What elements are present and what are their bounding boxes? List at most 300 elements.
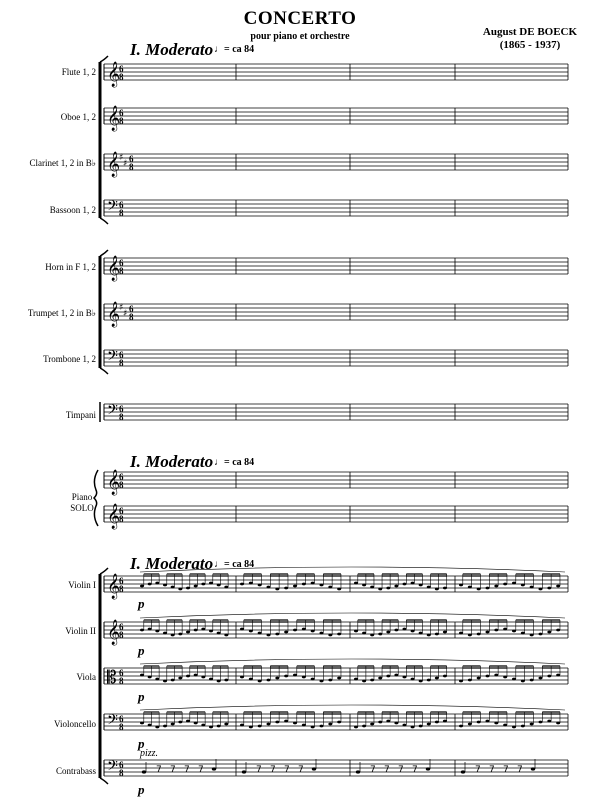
note-head: [378, 588, 382, 591]
time-sig-denominator: 8: [119, 480, 124, 490]
instrument-name-trombone: Trombone 1, 2: [43, 354, 96, 364]
note-head: [328, 723, 332, 726]
pizz-marking: pizz.: [140, 748, 159, 759]
note-head: [140, 722, 144, 725]
note-head: [362, 725, 366, 728]
note-head: [320, 584, 324, 587]
note-head: [178, 633, 182, 636]
treble-clef: 𝄞: [107, 620, 121, 645]
note-head: [267, 723, 271, 726]
instrument-name-contrabass: Contrabass: [56, 766, 96, 776]
note-head: [378, 677, 382, 680]
note-head: [163, 584, 167, 587]
time-sig-denominator: 8: [119, 630, 124, 640]
slur: [140, 567, 565, 572]
dynamic-violoncello: p: [138, 736, 145, 751]
note-head: [370, 634, 374, 637]
instrument-name-violin-2: Violin II: [65, 626, 96, 636]
note-head: [512, 630, 516, 633]
eighth-rest: 7: [489, 765, 495, 775]
note-head: [477, 677, 481, 680]
note-head: [459, 725, 463, 728]
note-head: [547, 720, 551, 723]
note-head: [494, 585, 498, 588]
note-head: [155, 678, 159, 681]
note-head: [386, 720, 390, 723]
slur: [140, 705, 565, 710]
metronome-text: = ca 84: [224, 559, 255, 570]
string-figures: [140, 567, 565, 775]
note-head: [494, 629, 498, 632]
note-head: [163, 632, 167, 635]
note-head: [275, 721, 279, 724]
note-head: [503, 724, 507, 727]
note-head: [403, 676, 407, 679]
note-head: [267, 586, 271, 589]
note-head: [178, 588, 182, 591]
staff: [104, 105, 568, 131]
tempo-marking-piano: I. Moderato: [130, 452, 214, 471]
instrument-name-piano: Piano SOLO: [70, 492, 94, 513]
alto-clef: 𝄡: [107, 668, 117, 688]
note-head: [328, 634, 332, 637]
note-head: [403, 628, 407, 631]
note-head: [354, 582, 358, 585]
time-sig-numerator: 6: [119, 576, 124, 586]
note-head: [311, 678, 315, 681]
note-head: [155, 726, 159, 729]
time-sig-numerator: 6: [119, 622, 124, 632]
bass-clef: 𝄢: [107, 402, 118, 422]
metronome-piano: ♩= ca 84: [214, 457, 255, 468]
time-sig-numerator: 6: [119, 404, 124, 414]
note-head: [386, 675, 390, 678]
eighth-rest: 7: [198, 765, 204, 775]
note-head: [547, 675, 551, 678]
note-head: [443, 720, 447, 723]
note-head: [435, 633, 439, 636]
note-head: [427, 679, 431, 682]
note-head: [209, 678, 213, 681]
note-head: [186, 587, 190, 590]
note-head: [477, 588, 481, 591]
note-head: [468, 586, 472, 589]
eighth-rest: 7: [184, 765, 190, 775]
staff: [104, 151, 568, 177]
note-head: [240, 583, 244, 586]
eighth-rest: 7: [384, 765, 390, 775]
note-head: [547, 631, 551, 634]
note-head: [468, 723, 472, 726]
eighth-rest: 7: [256, 765, 262, 775]
note-head: [194, 585, 198, 588]
note-head: [194, 722, 198, 725]
note-head: [249, 678, 253, 681]
note-head: [337, 721, 341, 724]
note-head: [302, 724, 306, 727]
note-head: [284, 675, 288, 678]
note-head: [512, 678, 516, 681]
note-head: [394, 585, 398, 588]
bracket-brass-bottom: [100, 368, 108, 374]
time-sig-denominator: 8: [119, 358, 124, 368]
note-head: [302, 676, 306, 679]
note-head: [275, 633, 279, 636]
time-sig-denominator: 8: [119, 208, 124, 218]
treble-clef: 𝄞: [107, 470, 121, 495]
note-head: [267, 679, 271, 682]
note-head: [171, 679, 175, 682]
note-head: [217, 632, 221, 635]
note-head: [209, 630, 213, 633]
time-sig-denominator: 8: [119, 116, 124, 126]
note-head: [140, 585, 144, 588]
treble-clef: 𝄞: [107, 574, 121, 599]
note-head: [209, 726, 213, 729]
note-head: [224, 634, 228, 637]
note-head: [459, 680, 463, 683]
note-head: [186, 675, 190, 678]
metronome-strings: ♩= ca 84: [214, 559, 255, 570]
tempo-marking-strings: I. Moderato: [130, 554, 214, 573]
note-head: [394, 629, 398, 632]
note-head: [530, 634, 534, 637]
note-head: [512, 582, 516, 585]
note-head: [302, 583, 306, 586]
time-sig-denominator: 8: [119, 722, 124, 732]
note-head: [411, 726, 415, 729]
time-sig-numerator: 6: [119, 668, 124, 678]
note-head: [486, 720, 490, 723]
note-head: [556, 629, 560, 632]
sharp-sign: ♯: [119, 153, 124, 163]
note-head: [337, 588, 341, 591]
treble-clef: 𝄞: [107, 504, 121, 529]
eighth-rest: 7: [298, 765, 304, 775]
time-sig-numerator: 6: [119, 350, 124, 360]
bass-clef: 𝄢: [107, 712, 118, 732]
note-head: [512, 726, 516, 729]
note-head: [362, 632, 366, 635]
note-head: [362, 680, 366, 683]
time-sig-numerator: 6: [119, 64, 124, 74]
note-head: [178, 677, 182, 680]
time-sig-denominator: 8: [119, 768, 124, 778]
note-head: [530, 723, 534, 726]
note-head: [521, 680, 525, 683]
note-head: [378, 721, 382, 724]
note-head: [240, 676, 244, 679]
slur: [140, 659, 565, 664]
string-figure: [140, 567, 565, 590]
note-head: [370, 723, 374, 726]
note-head: [284, 720, 288, 723]
note-head: [148, 724, 152, 727]
note-head: [419, 632, 423, 635]
note-head: [201, 724, 205, 727]
note-head: [240, 628, 244, 631]
note-head: [394, 722, 398, 725]
instrument-name-trumpet: Trumpet 1, 2 in B♭: [27, 308, 96, 318]
instrument-name-timpani: Timpani: [65, 410, 96, 420]
note-head: [224, 723, 228, 726]
note-head: [354, 630, 358, 633]
note-head: [311, 582, 315, 585]
note-head: [411, 630, 415, 633]
instrument-name-violin-1: Violin I: [68, 580, 96, 590]
sharp-sign: ♯: [123, 159, 128, 169]
note-head: [547, 587, 551, 590]
note-head: [224, 679, 228, 682]
note-head: [212, 767, 216, 770]
note-head: [284, 587, 288, 590]
note-head: [155, 630, 159, 633]
treble-clef: 𝄞: [107, 62, 121, 87]
metronome-text: = ca 84: [224, 44, 255, 55]
eighth-rest: 7: [412, 765, 418, 775]
treble-clef: 𝄞: [107, 152, 121, 177]
note-head: [163, 725, 167, 728]
note-head: [320, 632, 324, 635]
note-head: [427, 723, 431, 726]
note-head: [201, 628, 205, 631]
string-figure: [140, 705, 565, 728]
treble-clef: 𝄞: [107, 106, 121, 131]
note-head: [328, 679, 332, 682]
note-head: [217, 680, 221, 683]
note-head: [494, 722, 498, 725]
piano-brace: [94, 470, 98, 526]
eighth-rest: 7: [170, 765, 176, 775]
note-head: [240, 724, 244, 727]
note-head: [461, 770, 465, 773]
note-head: [293, 722, 297, 725]
note-head: [249, 582, 253, 585]
string-figure: [140, 613, 565, 636]
note-head: [171, 586, 175, 589]
note-head: [503, 628, 507, 631]
note-head: [148, 676, 152, 679]
treble-clef: 𝄞: [107, 256, 121, 281]
note-head: [556, 722, 560, 725]
note-head: [258, 725, 262, 728]
metronome-orchestra: ♩= ca 84: [214, 44, 255, 55]
eighth-rest: 7: [156, 765, 162, 775]
note-head: [258, 680, 262, 683]
dynamic-contrabass: p: [138, 782, 145, 797]
instrument-name-violoncello: Violoncello: [54, 719, 96, 729]
time-sig-denominator: 8: [119, 266, 124, 276]
note-head: [503, 583, 507, 586]
note-head: [148, 583, 152, 586]
treble-clef: 𝄞: [107, 302, 121, 327]
bass-clef: 𝄢: [107, 198, 118, 218]
time-sig-denominator: 8: [119, 72, 124, 82]
note-head: [370, 586, 374, 589]
note-head: [284, 631, 288, 634]
eighth-rest: 7: [503, 765, 509, 775]
time-sig-denominator: 8: [119, 676, 124, 686]
note-head: [312, 767, 316, 770]
note-head: [171, 723, 175, 726]
slur: [140, 613, 565, 618]
bass-clef: 𝄢: [107, 758, 118, 778]
note-head: [539, 677, 543, 680]
note-head: [178, 721, 182, 724]
note-head: [443, 675, 447, 678]
note-head: [356, 770, 360, 773]
note-head: [140, 629, 144, 632]
note-head: [217, 584, 221, 587]
time-sig-denominator: 8: [119, 412, 124, 422]
instrument-name-horn: Horn in F 1, 2: [45, 262, 96, 272]
note-head: [503, 676, 507, 679]
note-head: [486, 587, 490, 590]
dynamic-violin-1: p: [138, 596, 145, 611]
score-title: CONCERTO: [243, 8, 357, 29]
note-head: [403, 583, 407, 586]
tempo-marking-orchestra: I. Moderato: [130, 40, 214, 59]
note-head: [530, 679, 534, 682]
staff: [104, 402, 568, 422]
note-head: [311, 726, 315, 729]
note-head: [459, 584, 463, 587]
note-head: [459, 632, 463, 635]
note-head: [275, 588, 279, 591]
eighth-rest: 7: [270, 765, 276, 775]
string-figure: [140, 659, 565, 682]
note-head: [539, 588, 543, 591]
eighth-rest: 7: [370, 765, 376, 775]
note-head: [163, 680, 167, 683]
time-sig-denominator: 8: [119, 514, 124, 524]
instrument-name-viola: Viola: [76, 672, 96, 682]
instrument-name-flute: Flute 1, 2: [61, 67, 96, 77]
note-head: [477, 721, 481, 724]
note-head: [521, 632, 525, 635]
note-head: [337, 677, 341, 680]
note-head: [354, 726, 358, 729]
metronome-text: = ca 84: [224, 457, 255, 468]
note-head: [411, 678, 415, 681]
note-head: [302, 628, 306, 631]
note-head: [419, 680, 423, 683]
note-head: [186, 720, 190, 723]
eighth-rest: 7: [284, 765, 290, 775]
bracket-woodwinds-bottom: [100, 218, 108, 224]
note-head: [556, 674, 560, 677]
time-sig-denominator: 8: [119, 584, 124, 594]
composer-dates: (1865 - 1937): [499, 39, 561, 51]
note-head: [468, 634, 472, 637]
note-head: [194, 674, 198, 677]
time-sig-numerator: 6: [119, 200, 124, 210]
note-head: [194, 629, 198, 632]
note-head: [556, 585, 560, 588]
eighth-rest: 7: [398, 765, 404, 775]
note-head: [311, 630, 315, 633]
note-head: [258, 584, 262, 587]
staff: [104, 61, 568, 87]
time-sig-numerator: 6: [119, 760, 124, 770]
note-head: [293, 585, 297, 588]
composer-name: August DE BOECK: [482, 26, 578, 38]
dynamic-viola: p: [138, 689, 145, 704]
dynamic-violin-2: p: [138, 643, 145, 658]
eighth-rest: 7: [475, 765, 481, 775]
sharp-sign: ♯: [123, 309, 128, 319]
instrument-name-bassoon: Bassoon 1, 2: [49, 205, 96, 215]
note-head: [486, 631, 490, 634]
note-head: [435, 677, 439, 680]
time-sig-numerator: 6: [119, 506, 124, 516]
note-head: [142, 770, 146, 773]
note-head: [403, 724, 407, 727]
note-head: [378, 633, 382, 636]
note-head: [201, 676, 205, 679]
note-head: [148, 628, 152, 631]
staff: [104, 255, 568, 281]
note-head: [275, 677, 279, 680]
note-head: [242, 770, 246, 773]
time-sig-numerator: 6: [129, 304, 134, 314]
note-head: [419, 725, 423, 728]
note-head: [224, 586, 228, 589]
note-head: [386, 587, 390, 590]
note-head: [171, 634, 175, 637]
time-sig-numerator: 6: [119, 472, 124, 482]
note-head: [521, 584, 525, 587]
note-head: [521, 725, 525, 728]
note-head: [443, 631, 447, 634]
note-head: [477, 633, 481, 636]
note-head: [539, 633, 543, 636]
time-sig-denominator: 8: [129, 312, 134, 322]
staff: [104, 503, 568, 529]
note-head: [140, 674, 144, 677]
instrument-name-oboe: Oboe 1, 2: [60, 112, 96, 122]
time-sig-numerator: 6: [119, 258, 124, 268]
note-head: [209, 582, 213, 585]
note-head: [530, 586, 534, 589]
note-head: [293, 629, 297, 632]
note-head: [435, 721, 439, 724]
staff: [104, 348, 568, 368]
note-head: [155, 582, 159, 585]
note-head: [443, 587, 447, 590]
note-head: [539, 721, 543, 724]
time-sig-numerator: 6: [119, 108, 124, 118]
note-head: [201, 583, 205, 586]
time-sig-denominator: 8: [129, 162, 134, 172]
instrument-name-clarinet: Clarinet 1, 2 in B♭: [29, 158, 96, 168]
note-head: [411, 582, 415, 585]
time-sig-numerator: 6: [129, 154, 134, 164]
note-head: [426, 767, 430, 770]
note-head: [362, 584, 366, 587]
note-head: [258, 632, 262, 635]
note-head: [249, 630, 253, 633]
note-head: [217, 725, 221, 728]
eighth-rest: 7: [517, 765, 523, 775]
note-head: [468, 679, 472, 682]
staff: [104, 301, 568, 327]
note-head: [494, 674, 498, 677]
note-head: [427, 586, 431, 589]
staff: [104, 198, 568, 218]
note-head: [328, 586, 332, 589]
note-head: [435, 588, 439, 591]
